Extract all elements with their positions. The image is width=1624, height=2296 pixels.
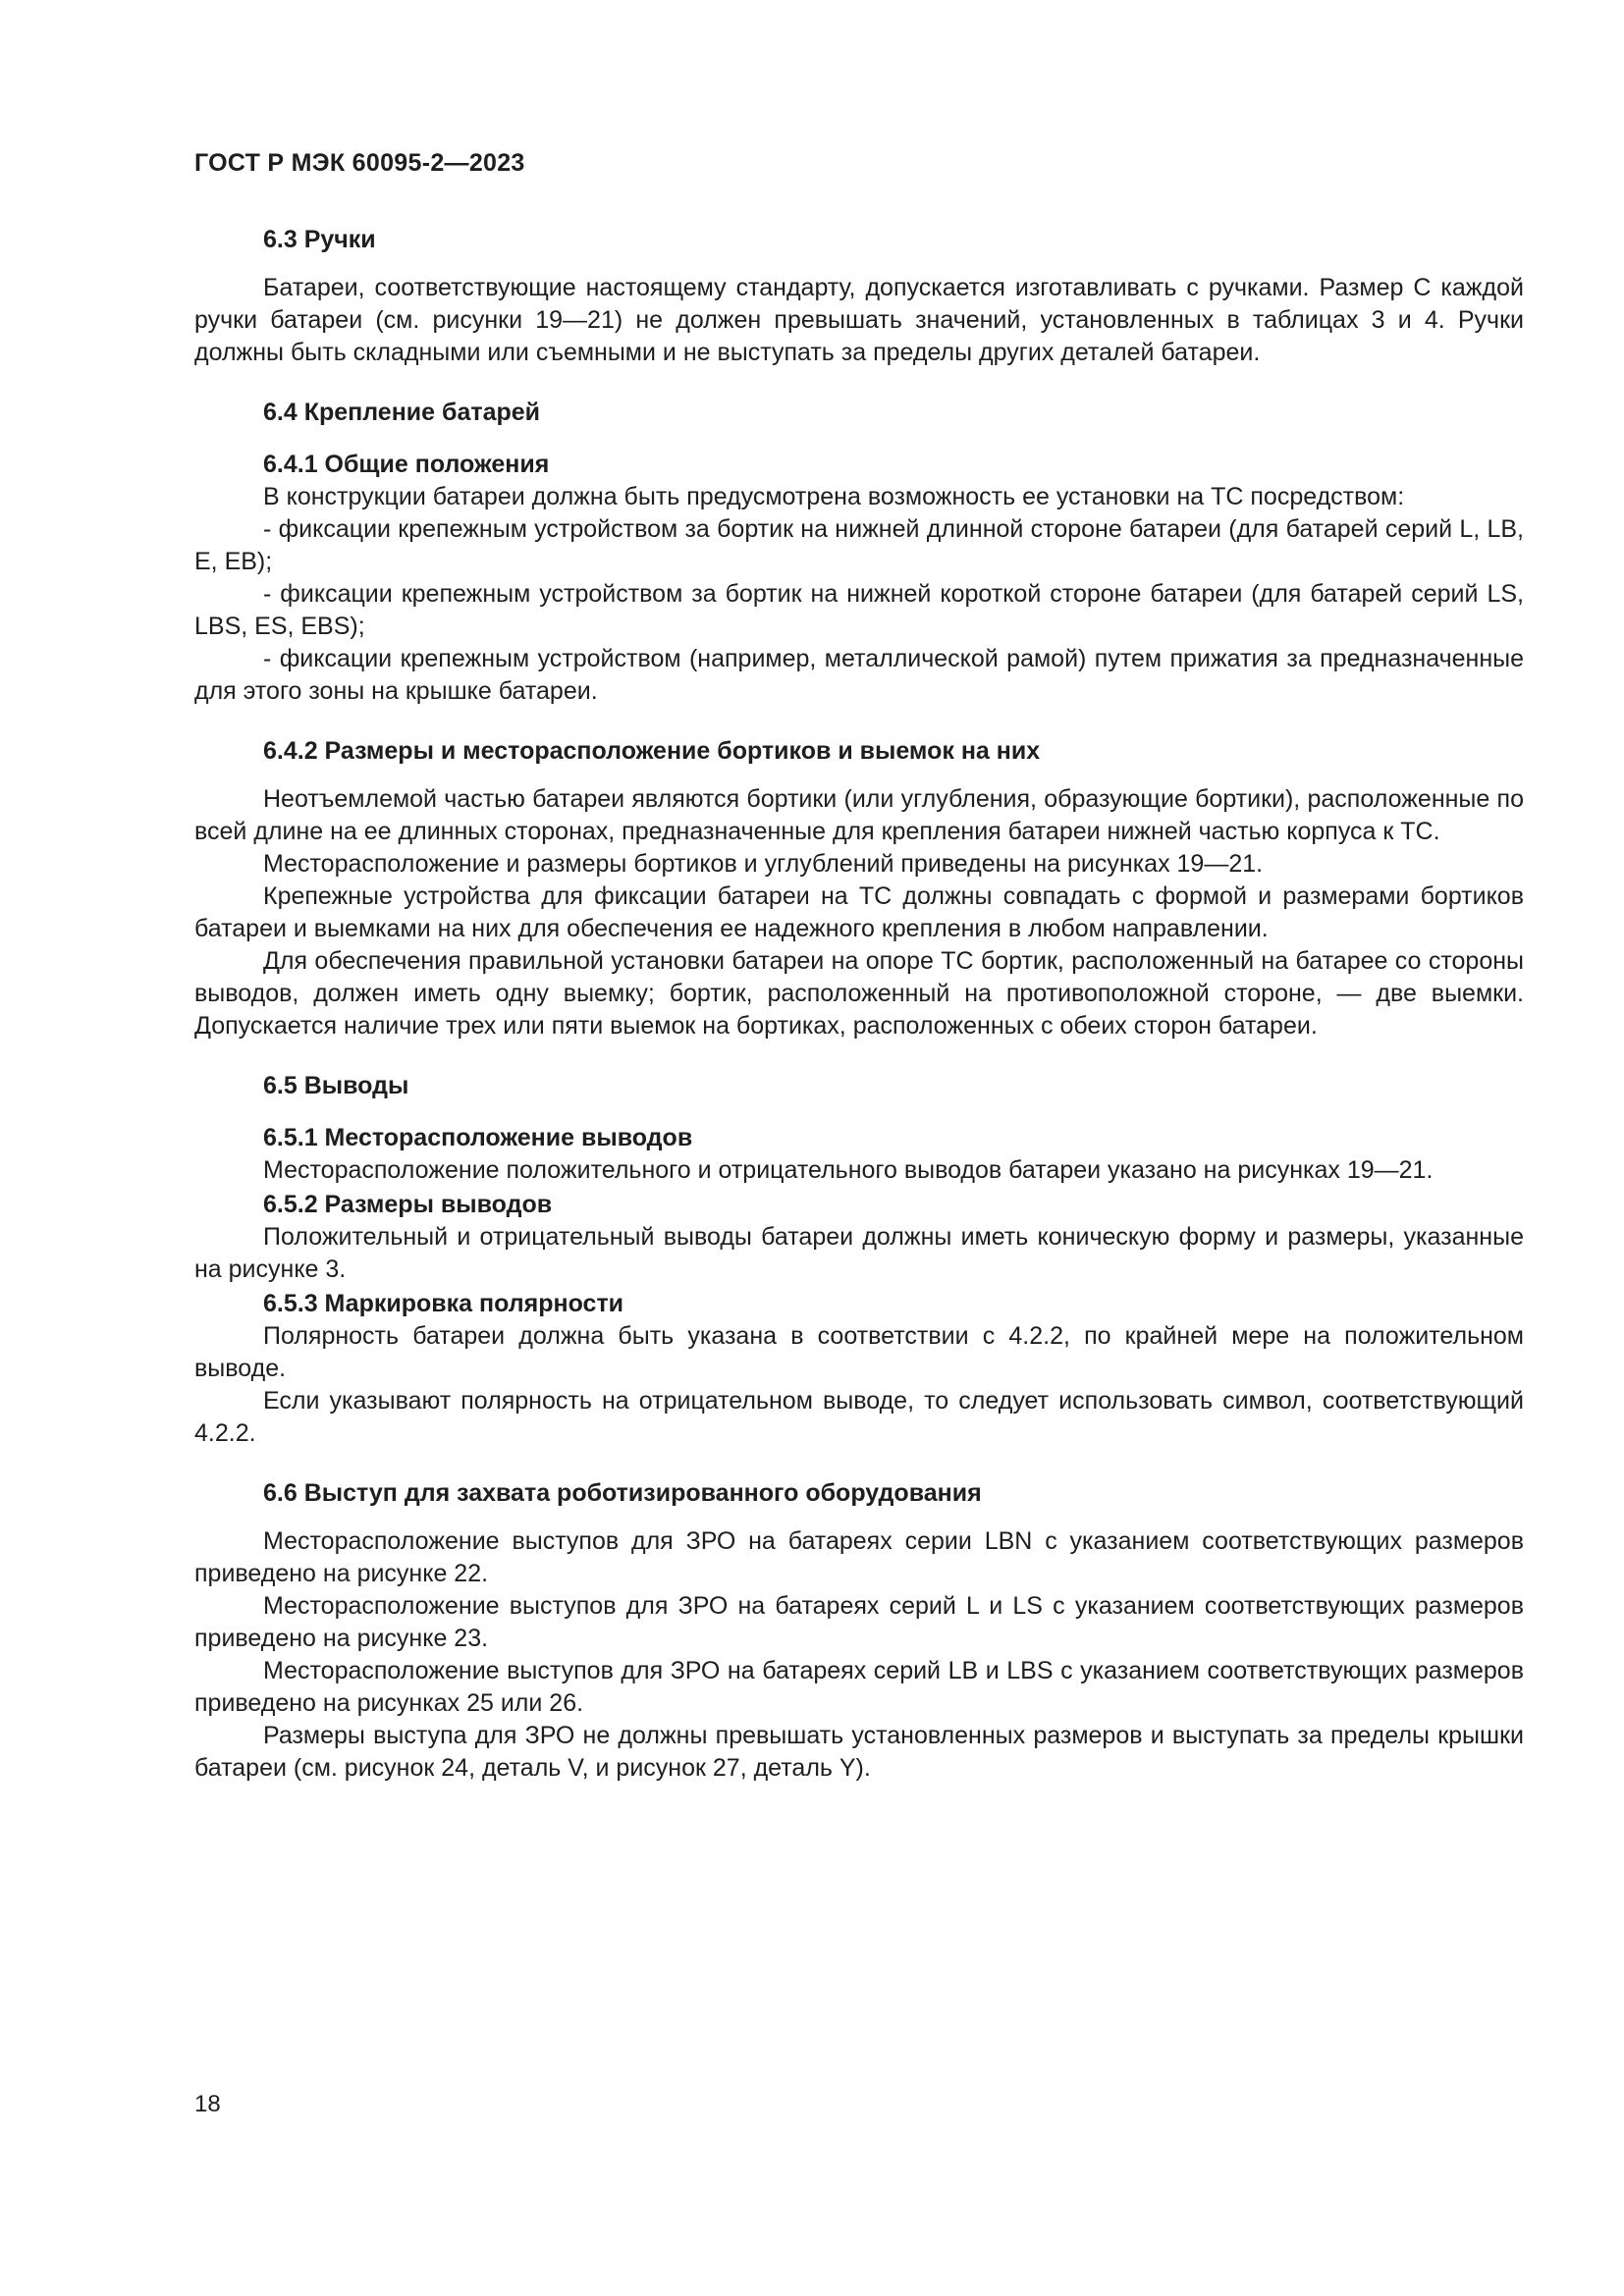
list-item: - фиксации крепежным устройством за бортик на нижней длинной стороне батареи (для батарей серий L, LB, E, EB); [194, 515, 1524, 575]
section-6-4-2-heading: 6.4.2 Размеры и месторасположение бортиков и выемок на них [263, 737, 1041, 765]
section-6-5-2-heading: 6.5.2 Размеры выводов [263, 1191, 553, 1218]
page-number: 18 [194, 2091, 221, 2117]
section-6-5-heading: 6.5 Выводы [263, 1072, 409, 1099]
document-body [194, 224, 1524, 1785]
section-6-5-1-heading: 6.5.1 Месторасположение выводов [263, 1124, 693, 1151]
section-6-5-3-paragraph-1: Полярность батареи должна быть указана в соответствии с 4.2.2, по крайней мере на положительном выводе. [194, 1322, 1524, 1382]
section-6-6-paragraph-4: Размеры выступа для ЗРО не должны превышать установленных размеров и выступать за пределы крышки батареи (см. рисунок 24, деталь V, и рисунок 27, деталь Y). [194, 1722, 1524, 1782]
section-6-4-heading: 6.4 Крепление батарей [263, 399, 541, 426]
section-6-6-paragraph-2: Месторасположение выступов для ЗРО на батареях серий L и LS с указанием соответствующих размеров приведено на рисунке 23. [194, 1592, 1524, 1652]
section-6-4-1-paragraph: В конструкции батареи должна быть предусмотрена возможность ее установки на ТС посредством: [263, 483, 1405, 510]
section-6-6-paragraph-1: Месторасположение выступов для ЗРО на батареях серии LBN с указанием соответствующих размеров приведено на рисунке 22. [194, 1527, 1524, 1587]
section-6-4-2-paragraph-1: Неотъемлемой частью батареи являются бортики (или углубления, образующие бортики), расположенные по всей длине на ее длинных сторонах, предназначенные для крепления батареи нижней частью корпуса к ТС. [194, 785, 1524, 845]
section-6-5-3-heading: 6.5.3 Маркировка полярности [263, 1290, 624, 1317]
section-6-4-2-paragraph-2: Месторасположение и размеры бортиков и углублений приведены на рисунках 19—21. [263, 850, 1264, 878]
section-6-6-paragraph-3: Месторасположение выступов для ЗРО на батареях серий LB и LBS с указанием соответствующих размеров приведено на рисунках 25 или 26. [194, 1657, 1524, 1717]
section-6-3-paragraph: Батареи, соответствующие настоящему стандарту, допускается изготавливать с ручками. Размер С каждой ручки батареи (см. рисунки 19—21) не должен превышать значений, установленных в таблицах 3 и 4. Ручки должны быть складными или съемными и не выступать за пределы других деталей батареи. [194, 274, 1524, 366]
section-6-6-heading: 6.6 Выступ для захвата роботизированного оборудования [263, 1479, 982, 1507]
list-item: - фиксации крепежным устройством за бортик на нижней короткой стороне батареи (для батарей серий LS, LBS, ES, EBS); [194, 580, 1524, 640]
section-6-4-2-paragraph-3: Крепежные устройства для фиксации батареи на ТС должны совпадать с формой и размерами бортиков батареи и выемками на них для обеспечения ее надежного крепления в любом направлении. [194, 882, 1524, 942]
section-6-5-1-paragraph: Месторасположение положительного и отрицательного выводов батареи указано на рисунках 19—21. [263, 1156, 1434, 1184]
list-item: - фиксации крепежным устройством (например, металлической рамой) путем прижатия за предназначенные для этого зоны на крышке батареи. [194, 645, 1524, 705]
section-6-4-2-paragraph-4: Для обеспечения правильной установки батареи на опоре ТС бортик, расположенный на батарее со стороны выводов, должен иметь одну выемку; бортик, расположенный на противоположной стороне, — две выемки. Допускается наличие трех или пяти выемок на бортиках, расположенных с обеих сторон батареи. [194, 947, 1524, 1040]
section-6-5-2-paragraph: Положительный и отрицательный выводы батареи должны иметь коническую форму и размеры, указанные на рисунке 3. [194, 1223, 1524, 1283]
document-header: ГОСТ Р МЭК 60095-2—2023 [194, 149, 525, 177]
section-6-4-1-heading: 6.4.1 Общие положения [263, 451, 550, 478]
section-6-5-3-paragraph-2: Если указывают полярность на отрицательном выводе, то следует использовать символ, соответствующий 4.2.2. [194, 1387, 1524, 1447]
section-6-3-heading: 6.3 Ручки [263, 226, 376, 253]
